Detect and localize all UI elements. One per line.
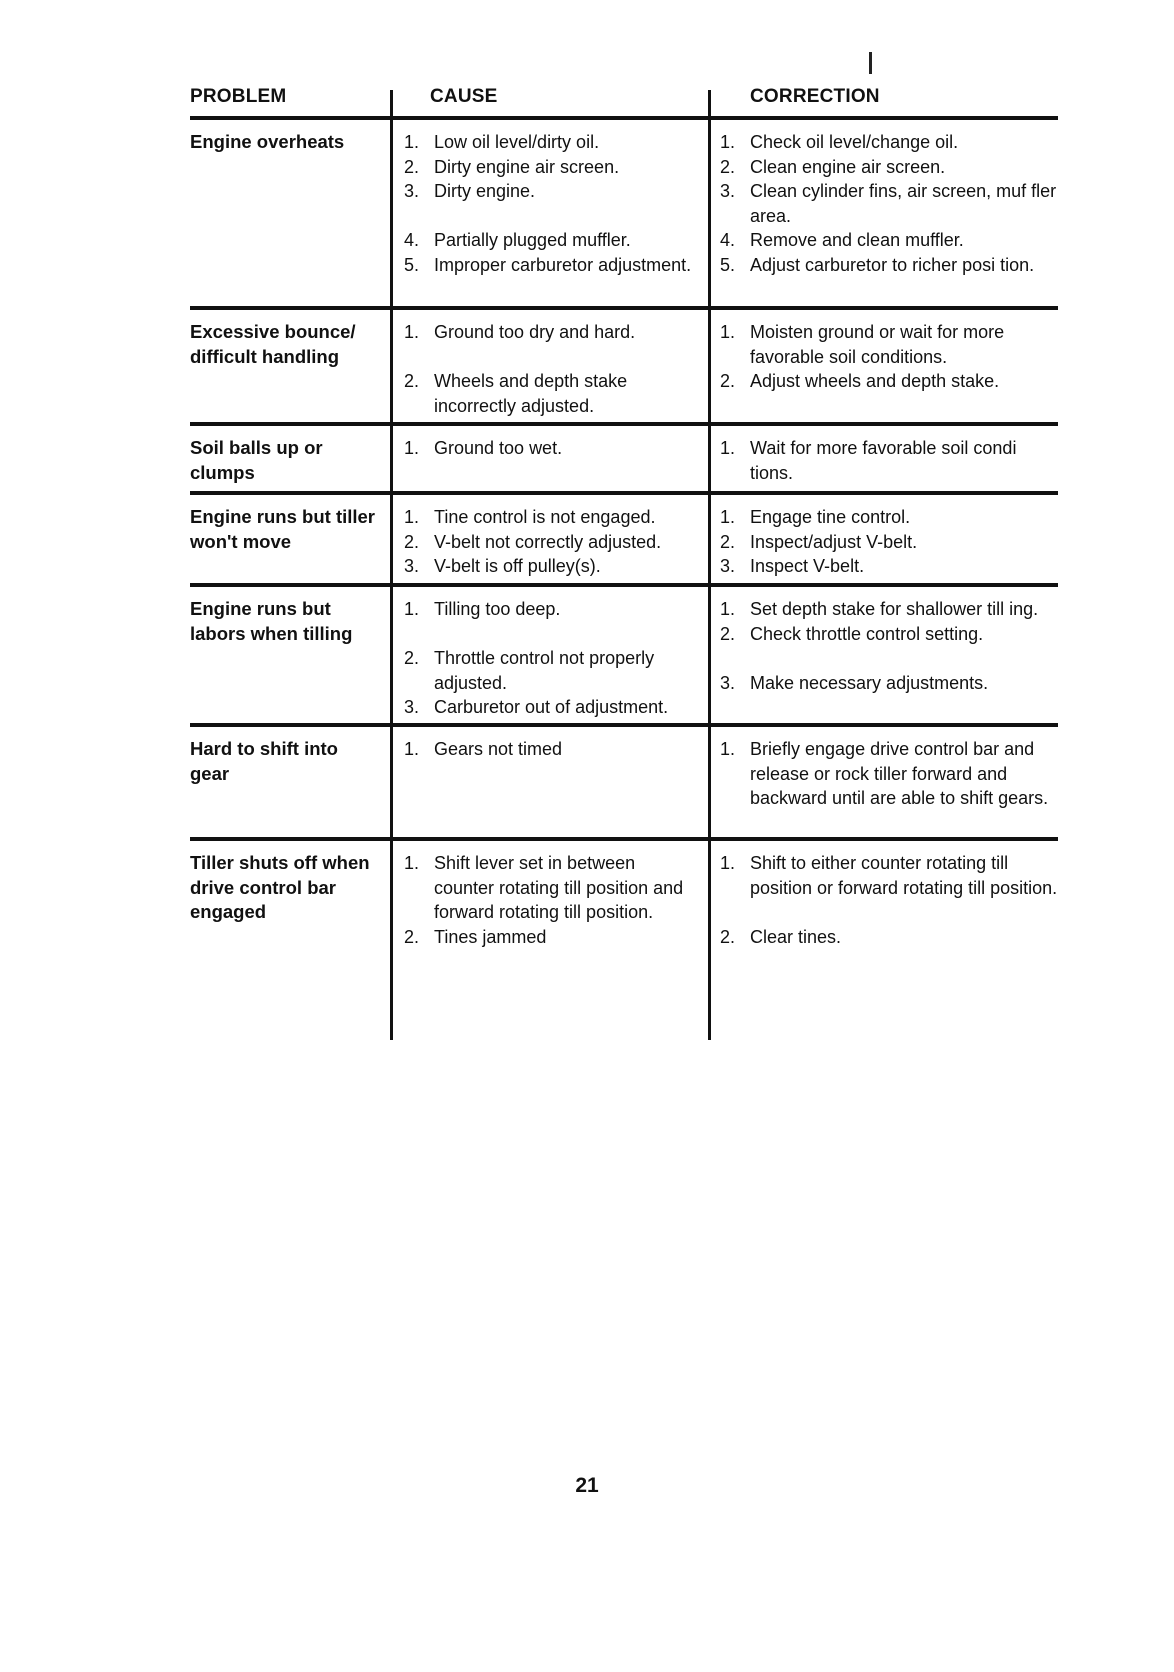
spacer (404, 622, 700, 647)
item-text: Carburetor out of adjustment. (434, 697, 669, 717)
list-item (720, 228, 1058, 253)
item-number: 1. (404, 599, 420, 619)
cause-cell (404, 320, 700, 418)
item-text: Remove and clean muffler. (750, 230, 964, 250)
table-row (190, 841, 1058, 981)
list-item (720, 505, 1058, 530)
item-number: 2. (720, 623, 736, 644)
spacer (720, 646, 1058, 671)
item-number: 1. (720, 739, 736, 759)
troubleshooting-table (190, 78, 1058, 981)
cause-cell (404, 436, 700, 461)
list-item (404, 130, 700, 155)
item-text: Inspect V-belt. (750, 556, 865, 576)
cause-cell (404, 851, 700, 949)
problem-cell: Engine runs but labors when tilling (190, 598, 353, 644)
item-text: Gears not timed (434, 739, 563, 759)
item-text: Tilling too deep. (434, 599, 561, 619)
list-item (404, 695, 700, 720)
item-text: Adjust wheels and depth stake. (750, 371, 1000, 391)
list-item (404, 320, 700, 345)
list-item (720, 925, 1058, 950)
margin-mark (869, 52, 872, 74)
item-text: Partially plugged muffler. (434, 230, 631, 250)
item-text: Engage tine control. (750, 507, 911, 527)
table-header (190, 78, 1058, 116)
item-number: 1. (720, 438, 736, 458)
item-number: 3. (404, 181, 420, 201)
list-item (720, 530, 1058, 555)
problem-cell: Tiller shuts off when drive control bar engaged (190, 852, 370, 922)
item-text: Improper carburetor adjustment. (434, 254, 692, 275)
item-text: Check oil level/change oil. (750, 132, 959, 152)
table-row (190, 310, 1058, 426)
header-correction: CORRECTION (750, 86, 880, 107)
item-number: 2. (720, 926, 736, 947)
item-text: Make necessary adjustments. (750, 672, 989, 693)
list-item (404, 179, 700, 204)
item-number: 2. (404, 156, 420, 177)
list-item (720, 155, 1058, 180)
item-number: 3. (720, 556, 736, 576)
item-text: Check throttle control setting. (750, 623, 984, 644)
item-number: 1. (404, 507, 420, 527)
correction-cell (720, 851, 1058, 949)
correction-cell (720, 597, 1058, 695)
item-number: 4. (720, 230, 736, 250)
list-item (404, 253, 700, 278)
item-number: 1. (720, 853, 736, 873)
correction-cell (720, 320, 1058, 394)
item-number: 2. (404, 531, 420, 552)
item-number: 1. (720, 132, 736, 152)
correction-cell (720, 436, 1058, 485)
item-text: Adjust carburetor to richer posi tion. (750, 254, 1035, 275)
item-text: Clean engine air screen. (750, 156, 946, 177)
list-item (720, 554, 1058, 579)
correction-cell (720, 130, 1058, 277)
list-item (404, 530, 700, 555)
list-item (720, 436, 1058, 485)
list-item (720, 851, 1058, 900)
item-text: Briefly engage drive control bar and release or rock tiller forward and backward until are able to shift gears. (750, 739, 1049, 808)
table-row (190, 426, 1058, 495)
list-item (720, 130, 1058, 155)
item-text: Tines jammed (434, 926, 547, 947)
table-row (190, 495, 1058, 587)
item-number: 2. (720, 371, 736, 391)
list-item (720, 253, 1058, 278)
item-number: 1. (404, 322, 420, 342)
item-text: V-belt not correctly adjusted. (434, 531, 662, 552)
item-text: Low oil level/dirty oil. (434, 132, 600, 152)
list-item (720, 622, 1058, 647)
table-row (190, 587, 1058, 727)
cause-cell (404, 505, 700, 579)
item-number: 1. (404, 739, 420, 759)
item-number: 3. (404, 697, 420, 717)
list-item (720, 671, 1058, 696)
spacer (404, 204, 700, 229)
item-number: 1. (720, 599, 736, 619)
list-item (404, 554, 700, 579)
item-text: Clear tines. (750, 926, 842, 947)
item-number: 1. (720, 507, 736, 527)
page-number: 21 (575, 1474, 599, 1497)
problem-cell: Hard to shift into gear (190, 738, 338, 784)
item-number: 1. (404, 438, 420, 458)
item-text: Throttle control not properly adjusted. (434, 648, 655, 693)
list-item (404, 228, 700, 253)
list-item (404, 436, 700, 461)
spacer (404, 345, 700, 370)
item-number: 1. (404, 853, 420, 873)
cause-cell (404, 130, 700, 277)
item-text: Shift lever set in between counter rotating till position and forward rotating till position. (434, 853, 684, 922)
item-text: Inspect/adjust V-belt. (750, 531, 918, 552)
list-item (720, 369, 1058, 394)
list-item (720, 737, 1058, 811)
item-text: Dirty engine air screen. (434, 156, 620, 177)
table-row (190, 727, 1058, 841)
list-item (404, 925, 700, 950)
list-item (720, 179, 1058, 228)
item-number: 2. (404, 648, 420, 668)
item-number: 3. (720, 672, 736, 693)
item-text: Ground too wet. (434, 438, 563, 458)
item-number: 5. (720, 254, 736, 275)
item-number: 5. (404, 254, 420, 275)
list-item (404, 369, 700, 418)
list-item (720, 597, 1058, 622)
cause-cell (404, 597, 700, 720)
problem-cell: Engine overheats (190, 131, 345, 152)
item-number: 2. (404, 371, 420, 391)
table-row (190, 120, 1058, 310)
item-text: Tine control is not engaged. (434, 507, 656, 527)
list-item (404, 505, 700, 530)
spacer (720, 900, 1058, 925)
item-number: 1. (404, 132, 420, 152)
item-number: 4. (404, 230, 420, 250)
item-text: Shift to either counter rotating till position or forward rotating till position. (750, 853, 1058, 898)
header-problem: PROBLEM (190, 86, 287, 107)
item-number: 1. (720, 322, 736, 342)
list-item (404, 646, 700, 695)
list-item (404, 597, 700, 622)
item-text: Clean cylinder fins, air screen, muf fler area. (750, 181, 1057, 226)
item-number: 3. (404, 556, 420, 576)
item-text: Ground too dry and hard. (434, 322, 636, 342)
item-number: 2. (720, 531, 736, 552)
table-body (190, 120, 1058, 981)
list-item (720, 320, 1058, 369)
problem-cell: Excessive bounce/ difficult handling (190, 321, 356, 367)
item-text: Moisten ground or wait for more favorable soil conditions. (750, 322, 1005, 367)
correction-cell (720, 505, 1058, 579)
list-item (404, 155, 700, 180)
cause-cell (404, 737, 700, 762)
list-item (404, 737, 700, 762)
item-text: Dirty engine. (434, 181, 536, 201)
item-text: Wheels and depth stake incorrectly adjusted. (434, 371, 628, 416)
problem-cell: Soil balls up or clumps (190, 437, 323, 483)
header-cause: CAUSE (430, 86, 498, 107)
item-number: 2. (720, 156, 736, 177)
item-text: Set depth stake for shallower till ing. (750, 599, 1039, 619)
problem-cell: Engine runs but tiller won't move (190, 506, 376, 552)
correction-cell (720, 737, 1058, 811)
item-number: 3. (720, 181, 736, 201)
item-text: V-belt is off pulley(s). (434, 556, 601, 576)
list-item (404, 851, 700, 925)
item-text: Wait for more favorable soil condi tions. (750, 438, 1017, 483)
item-number: 2. (404, 926, 420, 947)
